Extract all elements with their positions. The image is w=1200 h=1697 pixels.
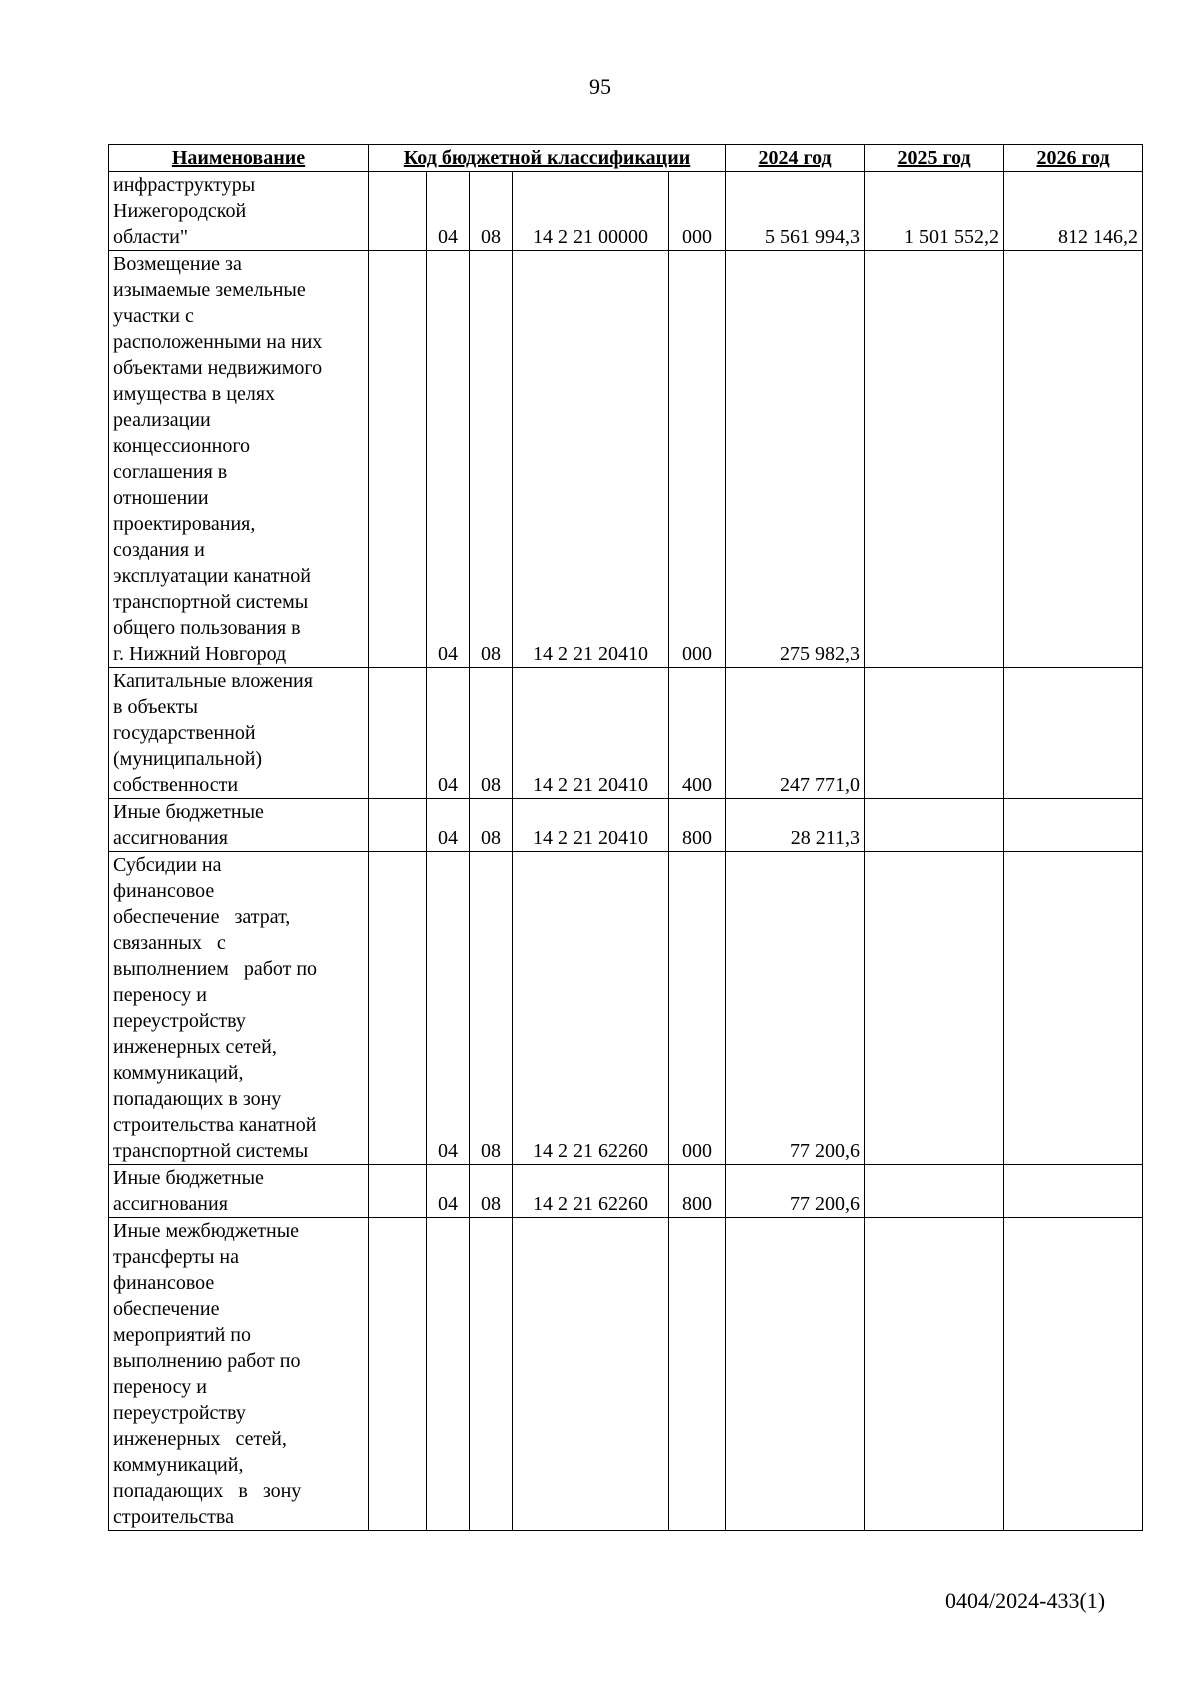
name-line: переустройству: [113, 1402, 246, 1424]
cell-ministry: [369, 799, 427, 852]
name-line: строительства канатной: [113, 1114, 317, 1136]
cell-target-code: 14 2 21 20410: [513, 251, 669, 668]
name-line: строительства: [113, 1506, 234, 1528]
cell-expense-kind: [669, 1218, 726, 1531]
cell-target-code: [513, 1218, 669, 1531]
cell-target-code: 14 2 21 62260: [513, 852, 669, 1165]
table-body: [109, 172, 1143, 1531]
cell-name: [109, 852, 369, 1165]
cell-expense-kind: 000: [669, 852, 726, 1165]
name-line: Иные бюджетные: [113, 801, 264, 823]
name-line: (муниципальной): [113, 748, 263, 770]
cell-2026: [1004, 1218, 1143, 1531]
cell-section: 04: [427, 852, 470, 1165]
name-line: в объекты: [113, 696, 198, 718]
cell-section: [427, 1218, 470, 1531]
name-line: транспортной системы: [113, 591, 309, 613]
cell-target-code: 14 2 21 20410: [513, 799, 669, 852]
cell-subsection: 08: [470, 852, 513, 1165]
header-code: Код бюджетной классификации: [369, 145, 726, 172]
name-line: проектирования,: [113, 513, 256, 535]
cell-2024: 247 771,0: [726, 668, 865, 799]
cell-ministry: [369, 251, 427, 668]
cell-target-code: 14 2 21 00000: [513, 172, 669, 251]
name-line: инженерных сетей,: [113, 1428, 287, 1450]
cell-2024: 77 200,6: [726, 852, 865, 1165]
cell-2025: [865, 852, 1004, 1165]
cell-subsection: 08: [470, 1165, 513, 1218]
document-id: 0404/2024-433(1): [945, 1588, 1106, 1613]
header-name: Наименование: [109, 145, 369, 172]
cell-expense-kind: 000: [669, 251, 726, 668]
budget-table: [108, 144, 1143, 1531]
cell-2026: [1004, 799, 1143, 852]
name-line: Нижегородской: [113, 200, 247, 222]
cell-2025: [865, 668, 1004, 799]
name-line: инженерных сетей,: [113, 1036, 277, 1058]
table-row: [109, 251, 1143, 668]
name-line: расположенными на них: [113, 331, 323, 353]
name-line: эксплуатации канатной: [113, 565, 311, 587]
name-line: инфраструктуры: [113, 174, 256, 196]
cell-2026: 812 146,2: [1004, 172, 1143, 251]
name-line: переносу и: [113, 1376, 207, 1398]
cell-2026: [1004, 668, 1143, 799]
header-2025: 2025 год: [865, 145, 1004, 172]
cell-2024: 5 561 994,3: [726, 172, 865, 251]
name-line: Иные межбюджетные: [113, 1220, 300, 1242]
cell-ministry: [369, 1218, 427, 1531]
table-row: [109, 799, 1143, 852]
name-line: государственной: [113, 722, 256, 744]
cell-expense-kind: 000: [669, 172, 726, 251]
name-line: собственности: [113, 774, 239, 796]
cell-name: [109, 251, 369, 668]
cell-2025: [865, 1218, 1004, 1531]
name-line: Иные бюджетные: [113, 1167, 264, 1189]
name-line: г. Нижний Новгород: [113, 643, 287, 665]
cell-2025: [865, 1165, 1004, 1218]
name-line: концессионного: [113, 435, 251, 457]
cell-section: 04: [427, 799, 470, 852]
page-number: 95: [589, 74, 611, 99]
cell-name: [109, 799, 369, 852]
cell-ministry: [369, 172, 427, 251]
name-line: ассигнования: [113, 827, 228, 849]
name-line: Субсидии на: [113, 854, 222, 876]
cell-expense-kind: 400: [669, 668, 726, 799]
cell-subsection: 08: [470, 172, 513, 251]
cell-2025: [865, 251, 1004, 668]
table-row: [109, 668, 1143, 799]
name-line: попадающих в зону: [113, 1088, 282, 1110]
cell-ministry: [369, 668, 427, 799]
cell-target-code: 14 2 21 62260: [513, 1165, 669, 1218]
name-line: создания и: [113, 539, 205, 561]
header-2026: 2026 год: [1004, 145, 1143, 172]
name-line: области": [113, 226, 189, 248]
name-line: изымаемые земельные: [113, 279, 306, 301]
name-line: Возмещение за: [113, 253, 242, 275]
name-line: обеспечение затрат,: [113, 906, 291, 928]
cell-subsection: 08: [470, 668, 513, 799]
cell-2024: [726, 1218, 865, 1531]
name-line: участки с: [113, 305, 194, 327]
name-line: объектами недвижимого: [113, 357, 323, 379]
cell-2026: [1004, 852, 1143, 1165]
name-line: коммуникаций,: [113, 1454, 244, 1476]
cell-section: 04: [427, 251, 470, 668]
cell-ministry: [369, 1165, 427, 1218]
cell-section: 04: [427, 1165, 470, 1218]
cell-2024: 275 982,3: [726, 251, 865, 668]
table-row: [109, 1218, 1143, 1531]
cell-section: 04: [427, 668, 470, 799]
name-line: соглашения в: [113, 461, 228, 483]
cell-2026: [1004, 251, 1143, 668]
name-line: имущества в целях: [113, 383, 276, 405]
name-line: обеспечение: [113, 1298, 220, 1320]
name-line: связанных с: [113, 932, 226, 954]
cell-name: [109, 668, 369, 799]
name-line: реализации: [113, 409, 211, 431]
table-row: [109, 172, 1143, 251]
cell-name: [109, 1218, 369, 1531]
name-line: выполнению работ по: [113, 1350, 301, 1372]
name-line: попадающих в зону: [113, 1480, 302, 1502]
cell-ministry: [369, 852, 427, 1165]
name-line: трансферты на: [113, 1246, 240, 1268]
name-line: мероприятий по: [113, 1324, 251, 1346]
name-line: выполнением работ по: [113, 958, 318, 980]
name-line: транспортной системы: [113, 1140, 309, 1162]
table-header-row: [109, 145, 1143, 172]
cell-expense-kind: 800: [669, 799, 726, 852]
cell-expense-kind: 800: [669, 1165, 726, 1218]
cell-name: [109, 172, 369, 251]
name-line: переносу и: [113, 984, 207, 1006]
cell-2025: 1 501 552,2: [865, 172, 1004, 251]
name-line: коммуникаций,: [113, 1062, 244, 1084]
cell-2024: 77 200,6: [726, 1165, 865, 1218]
cell-2024: 28 211,3: [726, 799, 865, 852]
name-line: отношении: [113, 487, 209, 509]
name-line: финансовое: [113, 1272, 215, 1294]
name-line: общего пользования в: [113, 617, 301, 639]
cell-2026: [1004, 1165, 1143, 1218]
cell-subsection: 08: [470, 799, 513, 852]
cell-target-code: 14 2 21 20410: [513, 668, 669, 799]
header-2024: 2024 год: [726, 145, 865, 172]
name-line: финансовое: [113, 880, 215, 902]
cell-name: [109, 1165, 369, 1218]
name-line: переустройству: [113, 1010, 246, 1032]
table-row: [109, 1165, 1143, 1218]
cell-section: 04: [427, 172, 470, 251]
cell-subsection: 08: [470, 251, 513, 668]
table-row: [109, 852, 1143, 1165]
name-line: Капитальные вложения: [113, 670, 313, 692]
cell-2025: [865, 799, 1004, 852]
cell-subsection: [470, 1218, 513, 1531]
name-line: ассигнования: [113, 1193, 228, 1215]
